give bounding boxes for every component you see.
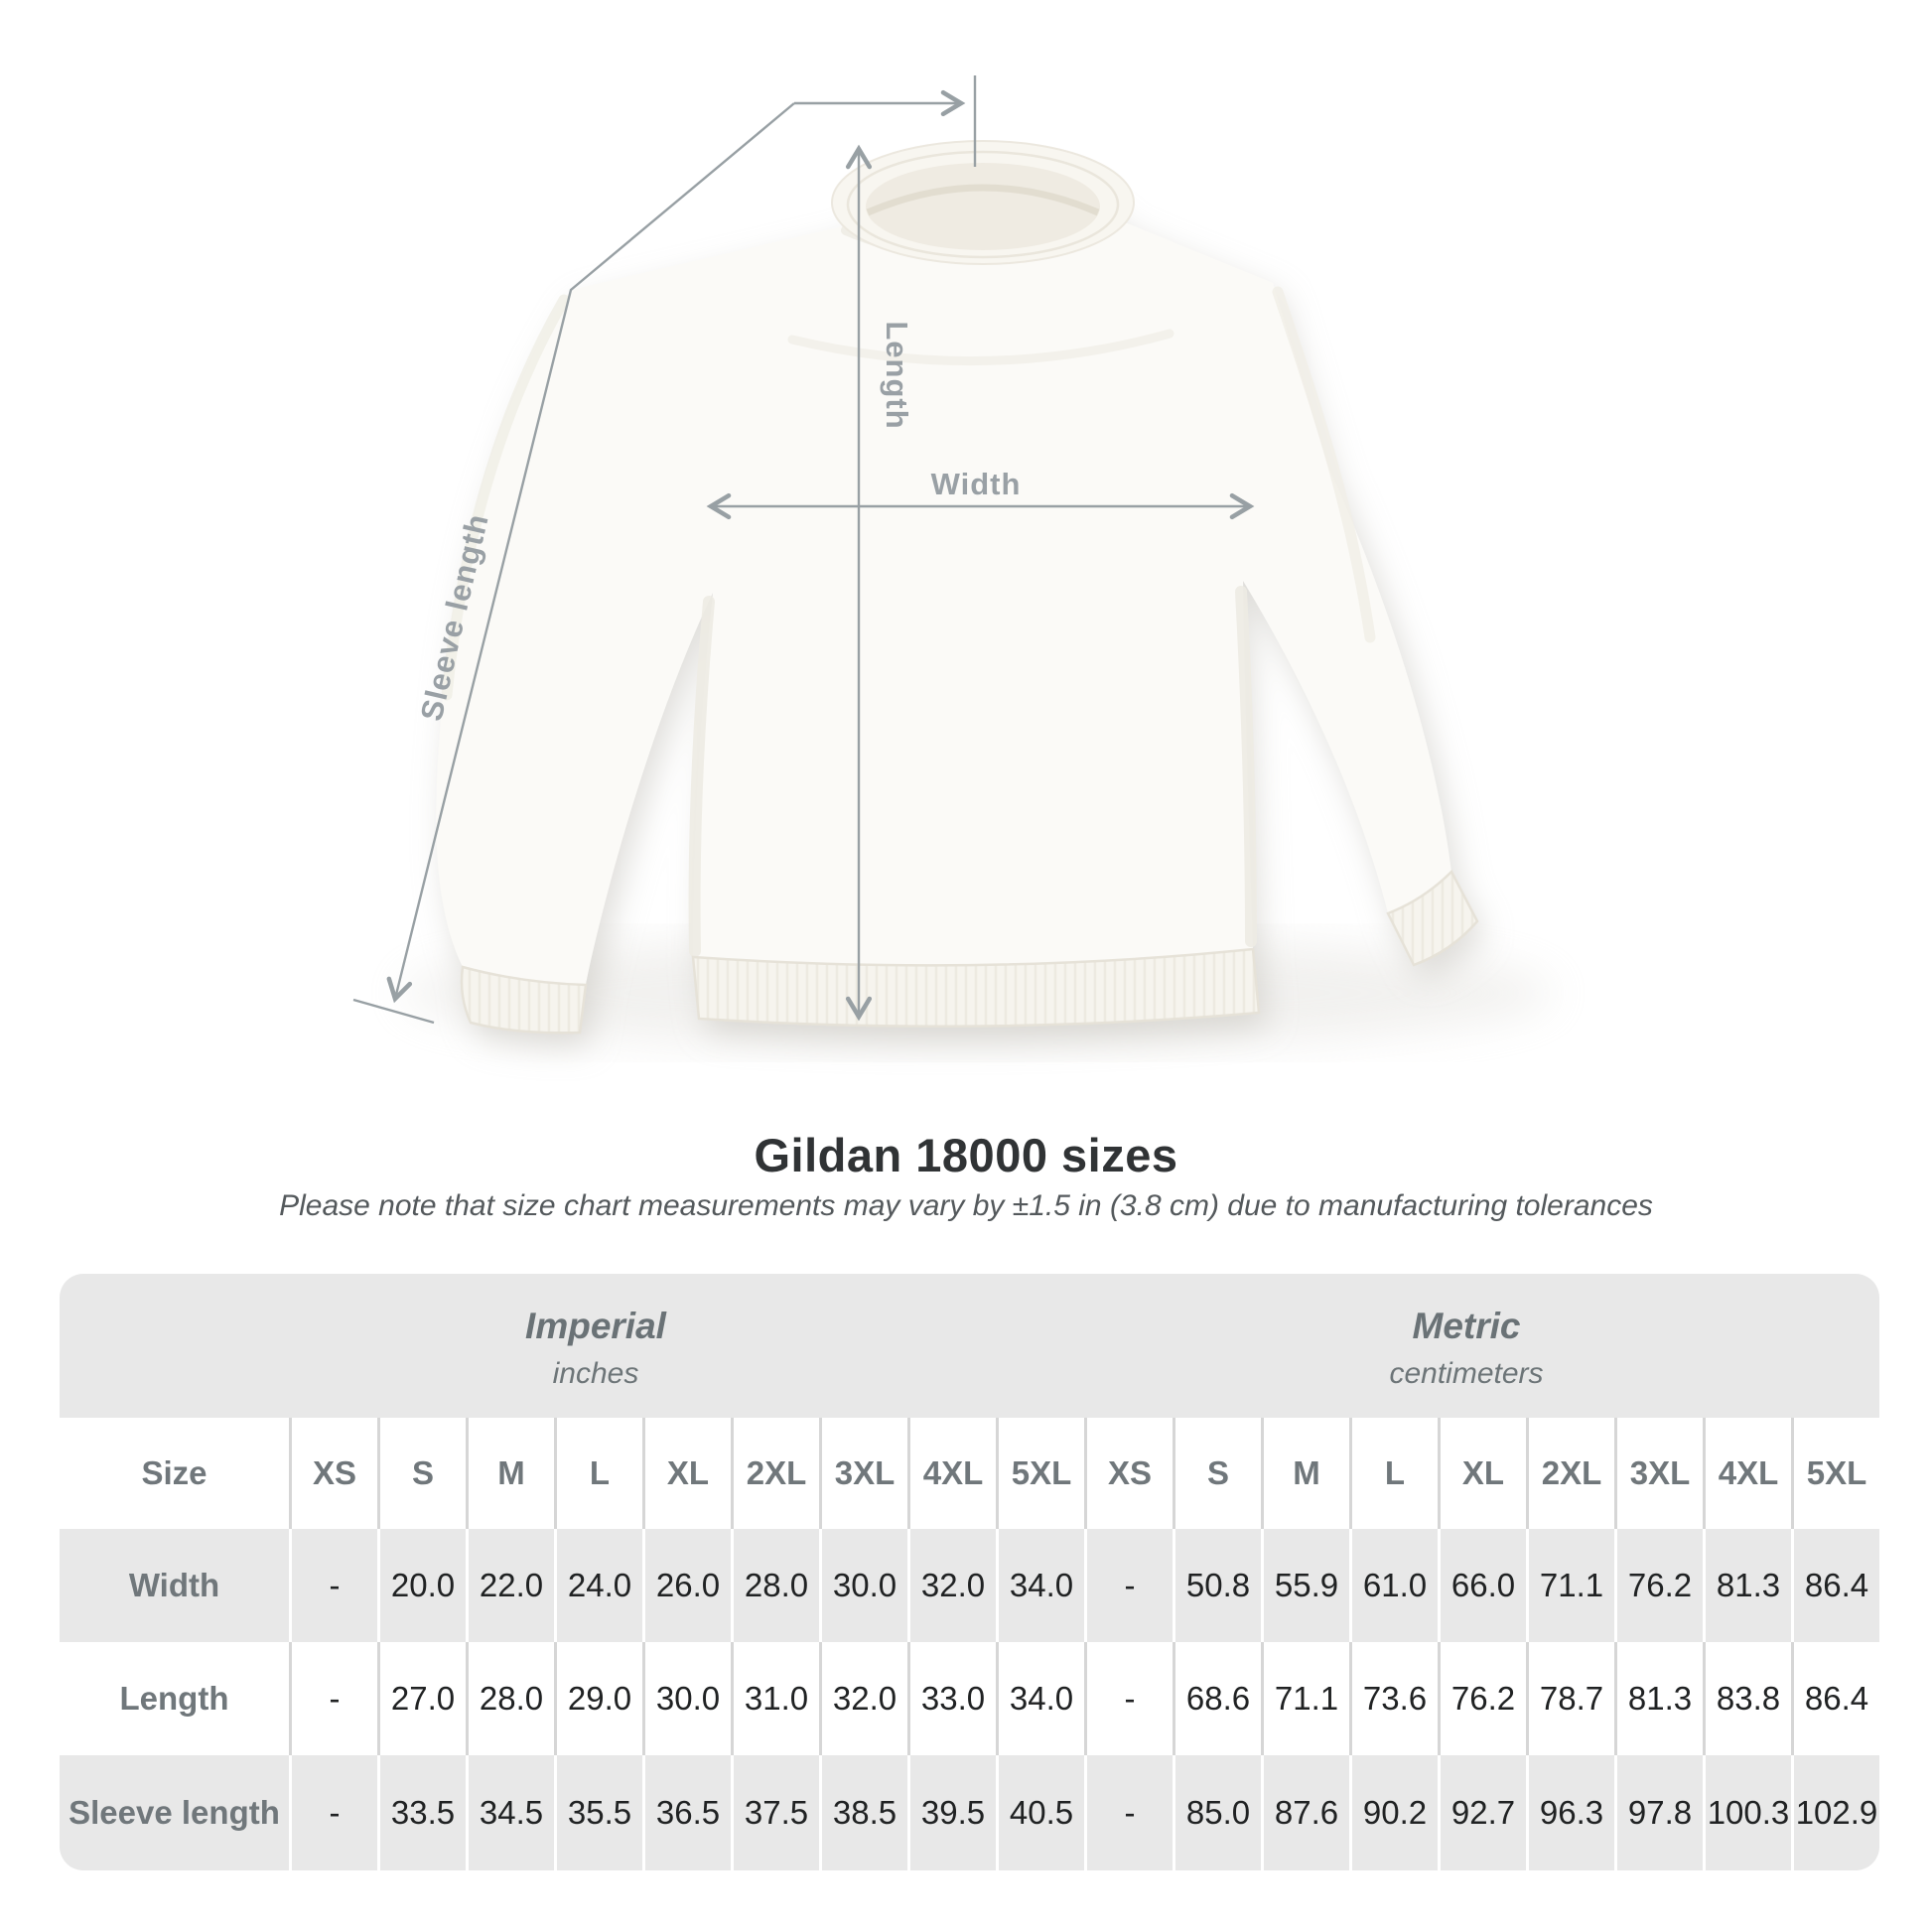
table-cell: 34.0 bbox=[996, 1529, 1084, 1642]
table-cell: 85.0 bbox=[1173, 1755, 1261, 1870]
table-cell: - bbox=[1084, 1529, 1173, 1642]
table-cell: 73.6 bbox=[1349, 1642, 1438, 1755]
size-header-cell: M bbox=[1261, 1418, 1349, 1529]
table-cell: 34.5 bbox=[466, 1755, 554, 1870]
size-header-cell: 2XL bbox=[731, 1418, 819, 1529]
unit-group-band bbox=[60, 1274, 1879, 1418]
table-cell: 26.0 bbox=[642, 1529, 731, 1642]
table-cell: 102.9 bbox=[1791, 1755, 1879, 1870]
table-cell: 100.3 bbox=[1703, 1755, 1791, 1870]
size-header-cell: S bbox=[1173, 1418, 1261, 1529]
row-label-sleeve-length: Sleeve length bbox=[69, 1794, 280, 1831]
table-row-sleeve-length bbox=[60, 1755, 1879, 1870]
row-label-length: Length bbox=[119, 1680, 229, 1717]
width-label: Width bbox=[930, 467, 1022, 501]
table-cell: 37.5 bbox=[731, 1755, 819, 1870]
table-cell: 55.9 bbox=[1261, 1529, 1349, 1642]
size-header-cell: XL bbox=[642, 1418, 731, 1529]
table-cell: 20.0 bbox=[377, 1529, 466, 1642]
table-cell: 39.5 bbox=[907, 1755, 996, 1870]
table-cell: 33.0 bbox=[907, 1642, 996, 1755]
size-header-cell: L bbox=[1349, 1418, 1438, 1529]
table-cell: 86.4 bbox=[1791, 1642, 1879, 1755]
table-cell: 92.7 bbox=[1438, 1755, 1526, 1870]
table-row-length bbox=[60, 1642, 1879, 1755]
size-header-cell: 2XL bbox=[1526, 1418, 1614, 1529]
table-cell: 32.0 bbox=[819, 1642, 907, 1755]
table-cell: 27.0 bbox=[377, 1642, 466, 1755]
table-cell: 24.0 bbox=[554, 1529, 642, 1642]
size-header-cell: 5XL bbox=[996, 1418, 1084, 1529]
table-cell: 34.0 bbox=[996, 1642, 1084, 1755]
sweatshirt-illustration bbox=[436, 141, 1477, 1033]
table-row-width bbox=[60, 1529, 1879, 1642]
table-cell: 86.4 bbox=[1791, 1529, 1879, 1642]
table-cell: 97.8 bbox=[1614, 1755, 1703, 1870]
collar-opening bbox=[866, 163, 1100, 250]
table-cell: 30.0 bbox=[642, 1642, 731, 1755]
imperial-label: Imperial bbox=[525, 1305, 666, 1346]
tolerance-note: Please note that size chart measurements may vary by ±1.5 in (3.8 cm) due to manufacturing tolerances bbox=[279, 1189, 1653, 1222]
table-cell: 40.5 bbox=[996, 1755, 1084, 1870]
table-cell: 36.5 bbox=[642, 1755, 731, 1870]
size-header-cell: XS bbox=[1084, 1418, 1173, 1529]
metric-units: centimeters bbox=[1389, 1356, 1544, 1390]
table-cell: 71.1 bbox=[1261, 1642, 1349, 1755]
unit-group-imperial bbox=[525, 1274, 666, 1420]
table-cell: 22.0 bbox=[466, 1529, 554, 1642]
table-cell: 71.1 bbox=[1526, 1529, 1614, 1642]
table-cell: 33.5 bbox=[377, 1755, 466, 1870]
table-cell: 61.0 bbox=[1349, 1529, 1438, 1642]
table-cell: - bbox=[1084, 1755, 1173, 1870]
table-cell: 87.6 bbox=[1261, 1755, 1349, 1870]
row-label-width: Width bbox=[128, 1567, 220, 1603]
table-cell: - bbox=[289, 1642, 377, 1755]
table-cell: 81.3 bbox=[1703, 1529, 1791, 1642]
table-cell: 30.0 bbox=[819, 1529, 907, 1642]
table-cell: 28.0 bbox=[466, 1642, 554, 1755]
imperial-units: inches bbox=[552, 1356, 639, 1390]
unit-group-metric bbox=[1389, 1274, 1543, 1420]
table-cell: 35.5 bbox=[554, 1755, 642, 1870]
size-header-cell: 5XL bbox=[1791, 1418, 1879, 1529]
size-table bbox=[60, 1274, 1879, 1870]
size-column-header: Size bbox=[141, 1454, 207, 1491]
table-cell: 31.0 bbox=[731, 1642, 819, 1755]
table-cell: 32.0 bbox=[907, 1529, 996, 1642]
table-cell: 28.0 bbox=[731, 1529, 819, 1642]
table-cell: - bbox=[1084, 1642, 1173, 1755]
table-cell: 96.3 bbox=[1526, 1755, 1614, 1870]
table-cell: 76.2 bbox=[1438, 1642, 1526, 1755]
size-header-cell: 4XL bbox=[1703, 1418, 1791, 1529]
table-cell: 76.2 bbox=[1614, 1529, 1703, 1642]
size-header-cell: XS bbox=[289, 1418, 377, 1529]
table-cell: 66.0 bbox=[1438, 1529, 1526, 1642]
table-cell: 83.8 bbox=[1703, 1642, 1791, 1755]
sweatshirt-body bbox=[436, 171, 1477, 1033]
table-cell: - bbox=[289, 1755, 377, 1870]
size-header-cell: M bbox=[466, 1418, 554, 1529]
table-cell: 38.5 bbox=[819, 1755, 907, 1870]
table-cell: 78.7 bbox=[1526, 1642, 1614, 1755]
size-header-cell: L bbox=[554, 1418, 642, 1529]
table-cell: 50.8 bbox=[1173, 1529, 1261, 1642]
table-cell: - bbox=[289, 1529, 377, 1642]
size-header-row bbox=[60, 1418, 1879, 1529]
size-header-cell: 3XL bbox=[819, 1418, 907, 1529]
size-header-cell: 3XL bbox=[1614, 1418, 1703, 1529]
size-header-cell: S bbox=[377, 1418, 466, 1529]
table-cell: 90.2 bbox=[1349, 1755, 1438, 1870]
size-header-cell: 4XL bbox=[907, 1418, 996, 1529]
metric-label: Metric bbox=[1412, 1305, 1521, 1346]
table-cell: 68.6 bbox=[1173, 1642, 1261, 1755]
page-title: Gildan 18000 sizes bbox=[754, 1129, 1178, 1181]
table-cell: 29.0 bbox=[554, 1642, 642, 1755]
size-header-cell: XL bbox=[1438, 1418, 1526, 1529]
length-label: Length bbox=[880, 321, 914, 430]
table-cell: 81.3 bbox=[1614, 1642, 1703, 1755]
sleeve-length-label: Sleeve length bbox=[413, 509, 495, 725]
